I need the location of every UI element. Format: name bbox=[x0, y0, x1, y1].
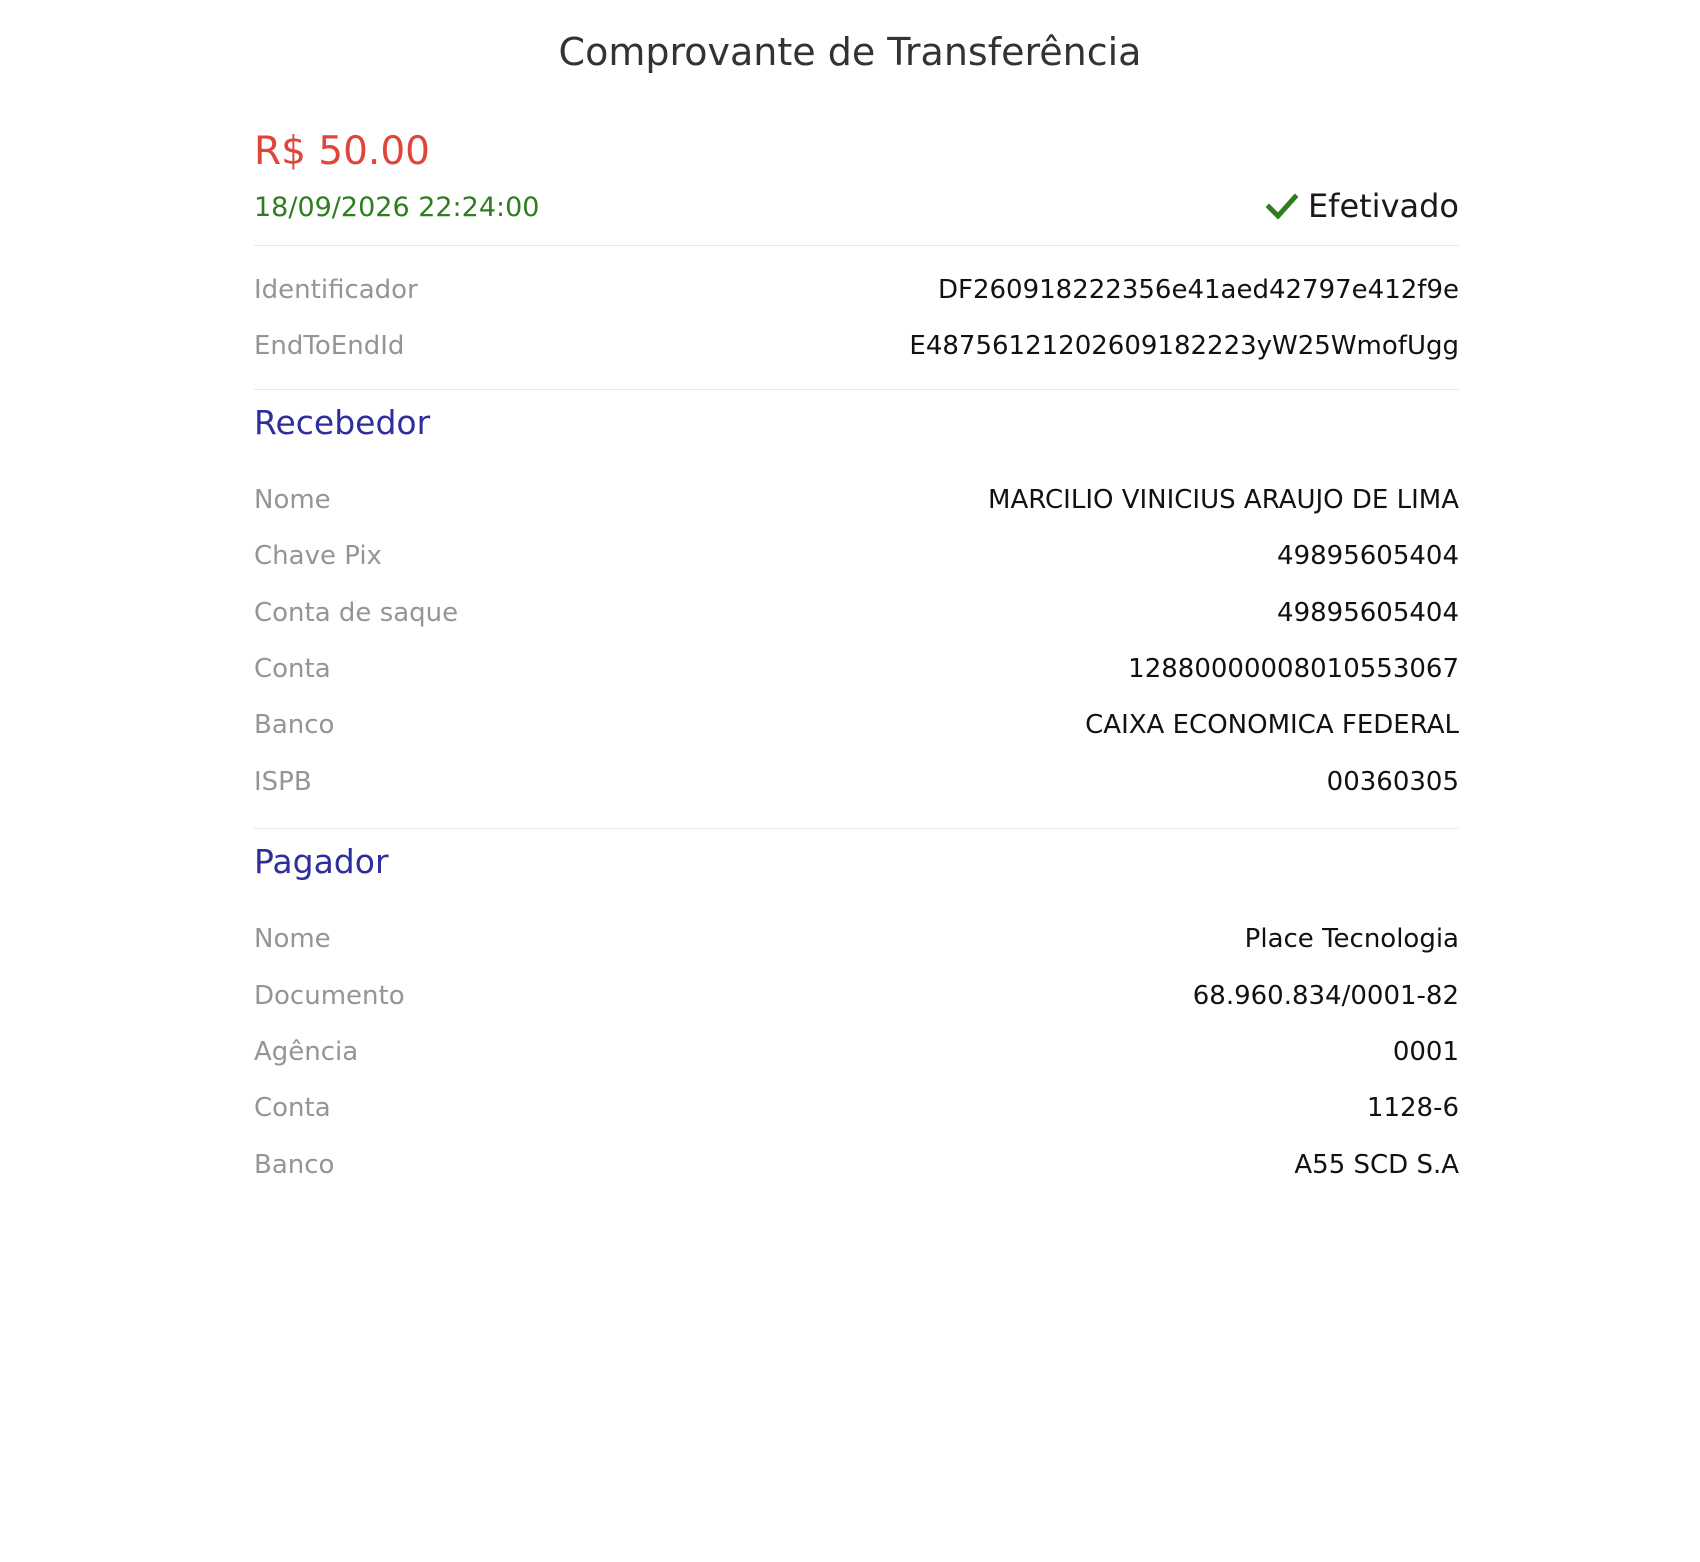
recebedor-banco-label: Banco bbox=[254, 710, 335, 740]
recebedor-conta-label: Conta bbox=[254, 654, 331, 684]
recebedor-ispb-label: ISPB bbox=[254, 767, 312, 797]
pagador-banco-value: A55 SCD S.A bbox=[1294, 1150, 1459, 1180]
check-icon bbox=[1266, 190, 1298, 222]
recebedor-banco-row bbox=[254, 705, 1459, 745]
pagador-agencia-label: Agência bbox=[254, 1037, 359, 1067]
recebedor-banco-value: CAIXA ECONOMICA FEDERAL bbox=[1085, 710, 1459, 740]
pagador-nome-row bbox=[254, 919, 1459, 959]
end-to-end-id-row bbox=[254, 326, 1459, 366]
recebedor-nome-label: Nome bbox=[254, 485, 331, 515]
pagador-banco-row bbox=[254, 1145, 1459, 1185]
end-to-end-id-label: EndToEndId bbox=[254, 331, 405, 361]
identifier-value: DF260918222356e41aed42797e412f9e bbox=[937, 275, 1459, 305]
recebedor-chave-pix-value: 49895605404 bbox=[1277, 541, 1459, 571]
divider bbox=[254, 828, 1459, 829]
pagador-documento-value: 68.960.834/0001-82 bbox=[1192, 981, 1459, 1011]
status-label: Efetivado bbox=[1307, 187, 1459, 225]
divider bbox=[254, 389, 1459, 390]
recebedor-conta-saque-row bbox=[254, 593, 1459, 633]
recebedor-ispb-row bbox=[254, 762, 1459, 802]
identifier-row bbox=[254, 270, 1459, 310]
recebedor-nome-row bbox=[254, 480, 1459, 520]
pagador-nome-label: Nome bbox=[254, 924, 331, 954]
pagador-documento-row bbox=[254, 976, 1459, 1016]
recebedor-conta-row bbox=[254, 649, 1459, 689]
recebedor-conta-saque-value: 49895605404 bbox=[1277, 598, 1459, 628]
status-badge bbox=[1266, 184, 1459, 228]
pagador-banco-label: Banco bbox=[254, 1150, 335, 1180]
pagador-conta-row bbox=[254, 1088, 1459, 1128]
divider bbox=[254, 245, 1459, 246]
pagador-conta-value: 1128-6 bbox=[1366, 1093, 1459, 1123]
pagador-agencia-row bbox=[254, 1032, 1459, 1072]
recebedor-heading: Recebedor bbox=[254, 403, 431, 442]
identifier-label: Identificador bbox=[254, 275, 418, 305]
recebedor-chave-pix-row bbox=[254, 536, 1459, 576]
pagador-documento-label: Documento bbox=[254, 981, 405, 1011]
recebedor-nome-value: MARCILIO VINICIUS ARAUJO DE LIMA bbox=[988, 485, 1459, 515]
recebedor-conta-saque-label: Conta de saque bbox=[254, 598, 459, 628]
transfer-datetime: 18/09/2026 22:24:00 bbox=[254, 192, 540, 223]
pagador-conta-label: Conta bbox=[254, 1093, 331, 1123]
amount: R$ 50.00 bbox=[254, 129, 430, 174]
end-to-end-id-value: E48756121202609182223yW25WmofUgg bbox=[909, 331, 1459, 361]
recebedor-conta-value: 12880000008010553067 bbox=[1128, 654, 1459, 684]
pagador-heading: Pagador bbox=[254, 842, 389, 881]
recebedor-chave-pix-label: Chave Pix bbox=[254, 541, 382, 571]
page-title: Comprovante de Transferência bbox=[558, 30, 1142, 74]
pagador-nome-value: Place Tecnologia bbox=[1244, 924, 1459, 954]
recebedor-ispb-value: 00360305 bbox=[1326, 767, 1459, 797]
pagador-agencia-value: 0001 bbox=[1392, 1037, 1459, 1067]
